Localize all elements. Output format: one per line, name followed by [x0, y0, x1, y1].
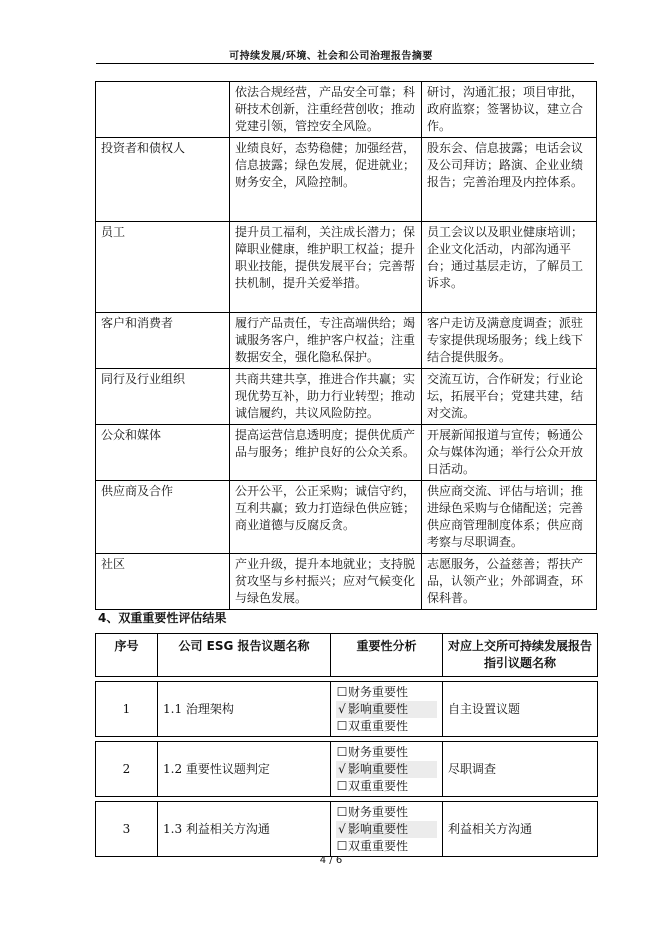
unchecked-option	[336, 718, 437, 735]
topic-cell: 1.2 重要性议题判定	[158, 742, 331, 797]
checkbox-group	[336, 744, 437, 795]
stakeholder-group-cell: 投资者和债权人	[96, 138, 230, 222]
stakeholder-group-cell: 客户和消费者	[96, 313, 230, 369]
table-row	[96, 554, 597, 610]
table-row	[96, 425, 597, 481]
channel-cell: 开展新闻报道与宣传；畅通公众与媒体沟通；举行公众开放日活动。	[422, 425, 597, 481]
channel-cell: 股东会、信息披露；电话会议及公司拜访；路演、企业业绩报告；完善治理及内控体系。	[422, 138, 597, 222]
sse-topic-cell: 利益相关方沟通	[443, 802, 598, 857]
page-header-title: 可持续发展/环境、社会和公司治理报告摘要	[229, 51, 433, 62]
expectation-cell: 履行产品责任，专注高端供给；竭诚服务客户，维护客户权益；注重数据安全，强化隐私保护。	[230, 313, 422, 369]
unchecked-option	[336, 778, 437, 795]
topic-cell: 1.1 治理架构	[158, 682, 331, 737]
channel-cell: 研讨，沟通汇报；项目审批，政府监察；签署协议，建立合作。	[422, 82, 597, 138]
expectation-cell: 公开公平，公正采购；诚信守约，互利共赢；致力打造绿色供应链；商业道德与反腐反贪。	[230, 481, 422, 554]
table-row	[96, 742, 598, 797]
unchecked-option	[336, 804, 437, 821]
table-row	[96, 138, 597, 222]
check-mark-icon: √	[338, 821, 346, 836]
sse-topic-cell: 尽职调查	[443, 742, 598, 797]
check-mark-icon: √	[338, 761, 346, 776]
page-number: 4 / 6	[319, 855, 343, 866]
option-label: 双重重要性	[348, 838, 409, 853]
stakeholder-group-cell	[96, 82, 230, 138]
table-row	[96, 82, 597, 138]
empty-checkbox-icon: ☐	[336, 718, 348, 733]
expectation-cell: 提升员工福利，关注成长潜力；保障职业健康，维护职工权益；提升职业技能，提供发展平台；完善帮扶机制，提升关爱举措。	[230, 222, 422, 313]
table-row	[96, 222, 597, 313]
materiality-table-body	[96, 677, 598, 857]
empty-checkbox-icon: ☐	[336, 778, 348, 793]
empty-checkbox-icon: ☐	[336, 684, 348, 699]
stakeholder-group-cell: 供应商及合作	[96, 481, 230, 554]
checked-option	[336, 821, 437, 838]
expectation-cell: 业绩良好，态势稳健；加强经营，信息披露；绿色发展，促进就业；财务安全，风险控制。	[230, 138, 422, 222]
empty-checkbox-icon: ☐	[336, 804, 348, 819]
stakeholder-table	[95, 81, 597, 610]
column-header-topic: 公司 ESG 报告议题名称	[158, 634, 331, 677]
materiality-analysis-cell	[331, 802, 443, 857]
unchecked-option	[336, 744, 437, 761]
table-row	[96, 313, 597, 369]
option-label: 影响重要性	[348, 761, 409, 776]
checkbox-group	[336, 804, 437, 855]
table-row	[96, 682, 598, 737]
stakeholder-group-cell: 社区	[96, 554, 230, 610]
stakeholder-group-cell: 公众和媒体	[96, 425, 230, 481]
option-label: 财务重要性	[348, 744, 409, 759]
checked-option	[336, 701, 437, 718]
table-header-row	[96, 634, 598, 677]
column-header-sse-topic: 对应上交所可持续发展报告指引议题名称	[443, 634, 598, 677]
empty-checkbox-icon: ☐	[336, 744, 348, 759]
header-rule	[96, 63, 594, 64]
channel-cell: 员工会议以及职业健康培训；企业文化活动，内部沟通平台；通过基层走访，了解员工诉求。	[422, 222, 597, 313]
empty-checkbox-icon: ☐	[336, 838, 348, 853]
stakeholder-group-cell: 同行及行业组织	[96, 369, 230, 425]
checked-option	[336, 761, 437, 778]
sse-topic-cell: 自主设置议题	[443, 682, 598, 737]
expectation-cell: 共商共建共享，推进合作共赢；实现优势互补，助力行业转型；推动诚信履约，共议风险防控。	[230, 369, 422, 425]
stakeholder-group-cell: 员工	[96, 222, 230, 313]
topic-cell: 1.3 利益相关方沟通	[158, 802, 331, 857]
section-heading: 4、双重重要性评估结果	[98, 611, 227, 625]
row-number-cell: 1	[96, 682, 158, 737]
materiality-analysis-cell	[331, 742, 443, 797]
table-row	[96, 369, 597, 425]
column-header-number: 序号	[96, 634, 158, 677]
option-label: 双重重要性	[348, 778, 409, 793]
row-number-cell: 2	[96, 742, 158, 797]
unchecked-option	[336, 684, 437, 701]
option-label: 影响重要性	[348, 701, 409, 716]
channel-cell: 供应商交流、评估与培训；推进绿色采购与仓储配送；完善供应商管理制度体系；供应商考察与尽职调查。	[422, 481, 597, 554]
table-row	[96, 481, 597, 554]
channel-cell: 交流互访，合作研发；行业论坛，拓展平台；党建共建，结对交流。	[422, 369, 597, 425]
checkbox-group	[336, 684, 437, 735]
expectation-cell: 产业升级，提升本地就业；支持脱贫攻坚与乡村振兴；应对气候变化与绿色发展。	[230, 554, 422, 610]
unchecked-option	[336, 838, 437, 855]
expectation-cell: 提高运营信息透明度；提供优质产品与服务；维护良好的公众关系。	[230, 425, 422, 481]
option-label: 财务重要性	[348, 684, 409, 699]
check-mark-icon: √	[338, 701, 346, 716]
column-header-analysis: 重要性分析	[331, 634, 443, 677]
option-label: 影响重要性	[348, 821, 409, 836]
materiality-table	[95, 633, 598, 857]
option-label: 双重重要性	[348, 718, 409, 733]
row-number-cell: 3	[96, 802, 158, 857]
channel-cell: 志愿服务，公益慈善；帮扶产品，认领产业；外部调查，环保科普。	[422, 554, 597, 610]
option-label: 财务重要性	[348, 804, 409, 819]
channel-cell: 客户走访及满意度调查；派驻专家提供现场服务；线上线下结合提供服务。	[422, 313, 597, 369]
expectation-cell: 依法合规经营，产品安全可靠；科研技术创新，注重经营创收；推动党建引领，管控安全风险。	[230, 82, 422, 138]
materiality-analysis-cell	[331, 682, 443, 737]
table-row	[96, 802, 598, 857]
